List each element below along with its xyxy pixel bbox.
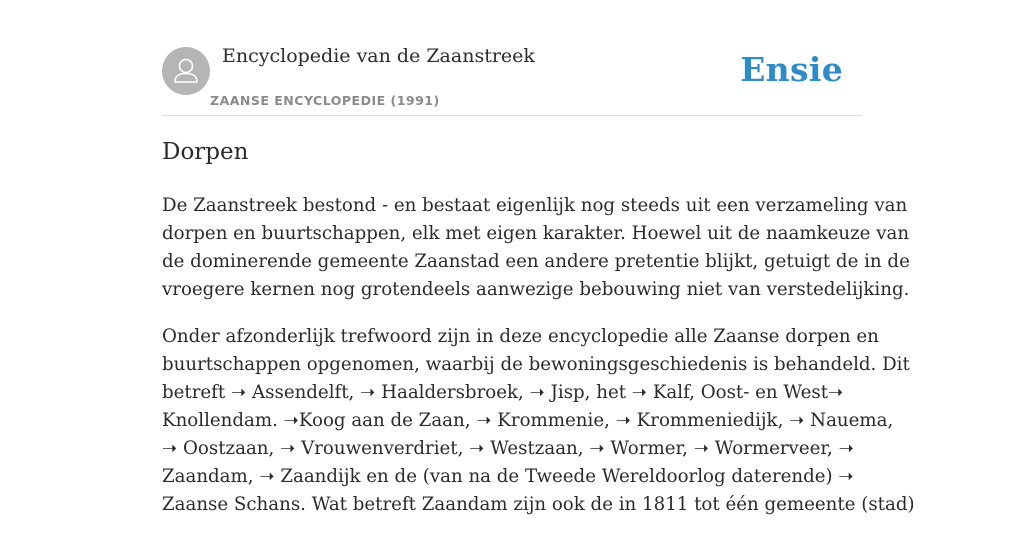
article-paragraph-1 xyxy=(162,192,910,304)
paragraph-line-with-links[interactable]: betreft ➝ Assendelft, ➝ Haaldersbroek, ➝ Jisp, het ➝ Kalf, Oost- en West➝ xyxy=(162,382,844,403)
source-title[interactable]: Encyclopedie van de Zaanstreek xyxy=(222,45,535,67)
paragraph-line: De Zaanstreek bestond - en bestaat eigenlijk nog steeds uit een verzameling van xyxy=(162,195,908,216)
header-divider xyxy=(162,115,862,116)
paragraph-line: dorpen en buurtschappen, elk met eigen karakter. Hoewel uit de naamkeuze van xyxy=(162,223,910,244)
article-body xyxy=(162,192,915,538)
article-title: Dorpen xyxy=(162,139,249,165)
paragraph-line: Onder afzonderlijk trefwoord zijn in deze encyclopedie alle Zaanse dorpen en xyxy=(162,326,879,347)
paragraph-line-with-links[interactable]: Zaanse Schans. Wat betreft Zaandam zijn ook de in 1811 tot één gemeente (stad) xyxy=(162,494,915,515)
paragraph-line-with-links[interactable]: ➝ Oostzaan, ➝ Vrouwenverdriet, ➝ Westzaan, ➝ Wormer, ➝ Wormerveer, ➝ xyxy=(162,438,854,459)
paragraph-line: vroegere kernen nog grotendeels aanwezige bebouwing niet van verstedelijking. xyxy=(162,279,910,300)
person-icon xyxy=(162,47,210,95)
ensie-logo-link[interactable]: Ensie xyxy=(740,50,843,89)
paragraph-line-with-links[interactable]: Zaandam, ➝ Zaandijk en de (van na de Tweede Wereldoorlog daterende) ➝ xyxy=(162,466,854,487)
article-paragraph-2 xyxy=(162,323,915,519)
source-subtitle[interactable]: ZAANSE ENCYCLOPEDIE (1991) xyxy=(210,93,440,108)
paragraph-line: de dominerende gemeente Zaanstad een andere pretentie blijkt, getuigt de in de xyxy=(162,251,910,272)
paragraph-line: buurtschappen opgenomen, waarbij de bewoningsgeschiedenis is behandeld. Dit xyxy=(162,354,910,375)
paragraph-line-with-links[interactable]: Knollendam. ➝Koog aan de Zaan, ➝ Krommenie, ➝ Krommeniedijk, ➝ Nauema, xyxy=(162,410,894,431)
user-avatar-icon[interactable] xyxy=(162,47,210,95)
